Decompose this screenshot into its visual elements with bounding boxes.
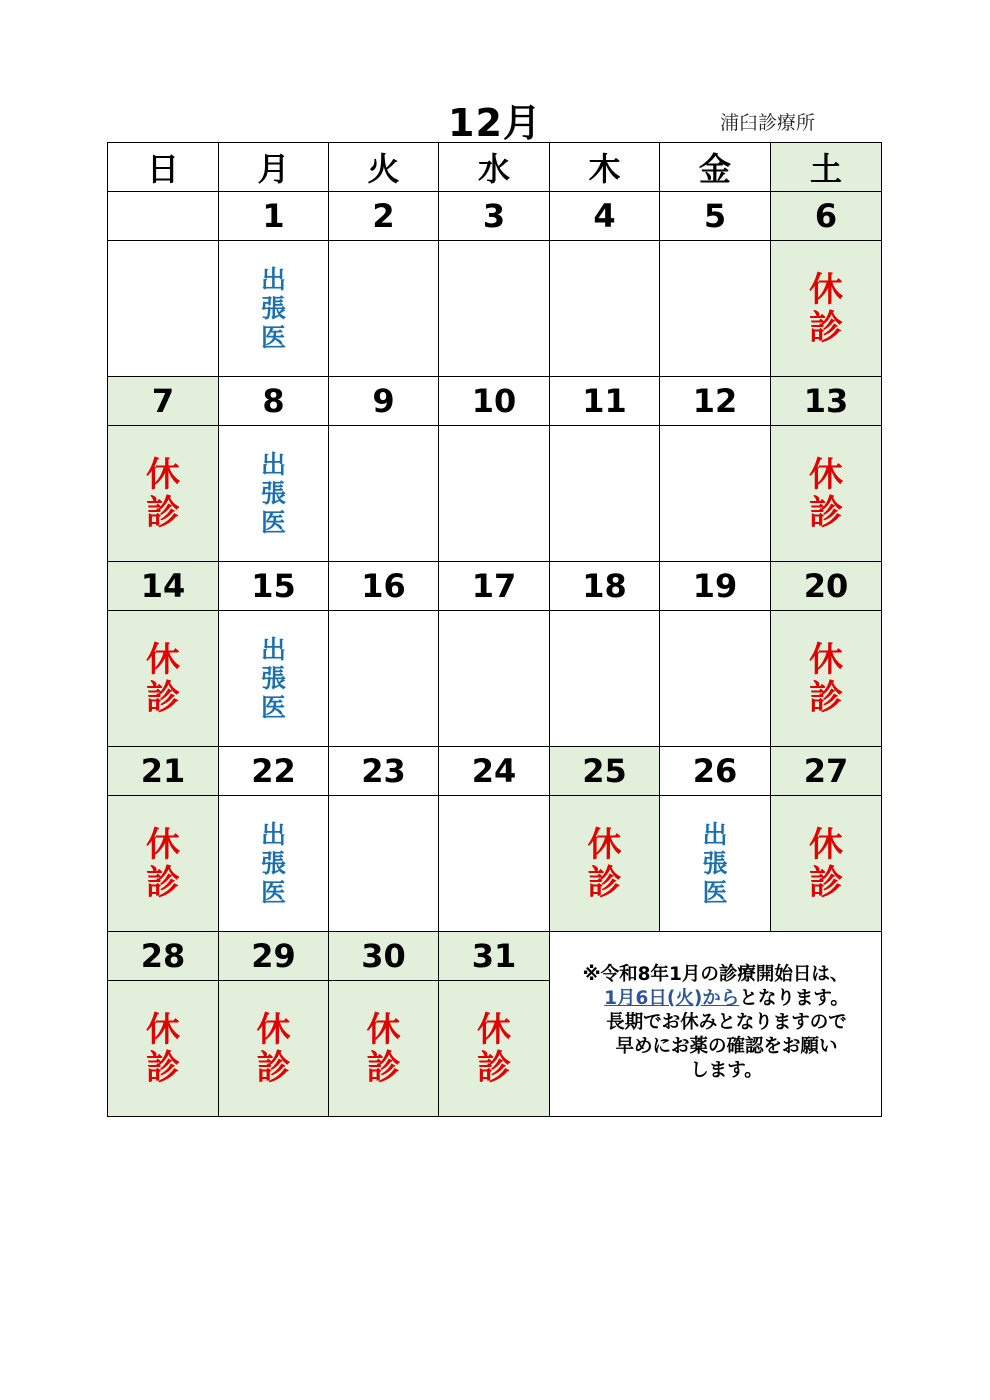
calendar-table	[107, 142, 882, 1117]
day-number	[108, 192, 219, 241]
day-number: 2	[329, 192, 439, 241]
day-number: 13	[771, 377, 882, 426]
day-entry	[439, 426, 550, 562]
weekday-header: 火	[329, 143, 439, 192]
day-number: 24	[439, 747, 550, 796]
day-number: 8	[219, 377, 329, 426]
day-entry	[329, 796, 439, 932]
closed-label: 休診	[256, 1009, 291, 1088]
date-row	[108, 562, 882, 611]
day-entry	[660, 241, 771, 377]
date-row	[108, 932, 882, 981]
day-number: 6	[771, 192, 882, 241]
weekday-header: 水	[439, 143, 550, 192]
day-number: 26	[660, 747, 771, 796]
notice-line: します。	[690, 1060, 763, 1081]
day-number: 4	[550, 192, 660, 241]
day-entry	[771, 241, 882, 377]
day-number: 20	[771, 562, 882, 611]
day-entry	[771, 611, 882, 747]
entry-row	[108, 796, 882, 932]
weekday-header: 金	[660, 143, 771, 192]
day-number: 15	[219, 562, 329, 611]
day-number: 12	[660, 377, 771, 426]
date-row	[108, 377, 882, 426]
notice-start-date: 1月6日(火)から	[604, 988, 740, 1009]
day-number: 11	[550, 377, 660, 426]
day-number: 19	[660, 562, 771, 611]
entry-row	[108, 611, 882, 747]
closed-label: 休診	[809, 639, 843, 718]
day-number: 21	[108, 747, 219, 796]
weekday-header: 月	[219, 143, 329, 192]
day-entry	[219, 426, 329, 562]
notice-text: となります。	[739, 988, 849, 1009]
day-entry	[329, 981, 439, 1117]
closed-label: 休診	[146, 454, 180, 533]
day-entry	[108, 426, 219, 562]
visiting-doctor-label: 出張医	[261, 635, 287, 722]
day-entry	[550, 426, 660, 562]
visiting-doctor-label: 出張医	[261, 265, 287, 352]
day-number: 30	[329, 932, 439, 981]
day-entry	[108, 611, 219, 747]
visiting-doctor-label: 出張医	[261, 450, 287, 537]
closed-label: 休診	[477, 1009, 511, 1088]
day-number: 14	[108, 562, 219, 611]
day-entry	[550, 611, 660, 747]
day-entry	[439, 611, 550, 747]
day-number: 18	[550, 562, 660, 611]
day-entry	[219, 796, 329, 932]
day-entry	[108, 241, 219, 377]
day-number: 23	[329, 747, 439, 796]
notice-line	[550, 987, 881, 1011]
closed-label: 休診	[146, 824, 180, 903]
day-number: 10	[439, 377, 550, 426]
day-number: 22	[219, 747, 329, 796]
day-entry	[108, 981, 219, 1117]
day-entry	[219, 611, 329, 747]
visiting-doctor-label: 出張医	[702, 820, 728, 907]
day-number: 1	[219, 192, 329, 241]
closed-label: 休診	[809, 454, 843, 533]
day-entry	[439, 981, 550, 1117]
day-number: 17	[439, 562, 550, 611]
visiting-doctor-label: 出張医	[261, 820, 287, 907]
day-entry	[660, 796, 771, 932]
closed-label: 休診	[146, 639, 180, 718]
notice-line: 早めにお薬の確認をお願い	[615, 1036, 838, 1057]
day-entry	[329, 241, 439, 377]
day-number: 29	[219, 932, 329, 981]
weekday-header: 土	[771, 143, 882, 192]
weekday-header: 日	[108, 143, 219, 192]
date-row	[108, 192, 882, 241]
day-number: 5	[660, 192, 771, 241]
clinic-name: 浦臼診療所	[720, 112, 816, 134]
day-entry	[660, 611, 771, 747]
entry-row	[108, 241, 882, 377]
closed-label: 休診	[809, 269, 843, 348]
day-entry	[219, 981, 329, 1117]
day-entry	[439, 796, 550, 932]
day-entry	[329, 611, 439, 747]
closed-label: 休診	[366, 1009, 401, 1088]
day-entry	[329, 426, 439, 562]
day-entry	[771, 426, 882, 562]
day-number: 3	[439, 192, 550, 241]
day-number: 31	[439, 932, 550, 981]
day-number: 9	[329, 377, 439, 426]
day-entry	[439, 241, 550, 377]
day-entry	[771, 796, 882, 932]
notice-box	[550, 932, 882, 1117]
date-row	[108, 747, 882, 796]
day-entry	[550, 796, 660, 932]
closed-label: 休診	[146, 1009, 180, 1088]
month-title: 12月	[448, 101, 542, 145]
day-entry	[550, 241, 660, 377]
day-entry	[219, 241, 329, 377]
day-number: 27	[771, 747, 882, 796]
day-entry	[660, 426, 771, 562]
notice-line: 長期でお休みとなりますので	[606, 1012, 847, 1033]
day-number: 7	[108, 377, 219, 426]
entry-row	[108, 426, 882, 562]
day-entry	[108, 796, 219, 932]
day-number: 16	[329, 562, 439, 611]
closed-label: 休診	[587, 824, 622, 903]
closed-label: 休診	[809, 824, 843, 903]
weekday-header: 木	[550, 143, 660, 192]
day-number: 28	[108, 932, 219, 981]
notice-line: ※令和8年1月の診療開始日は、	[582, 964, 849, 985]
day-number: 25	[550, 747, 660, 796]
weekday-header-row	[108, 143, 882, 192]
